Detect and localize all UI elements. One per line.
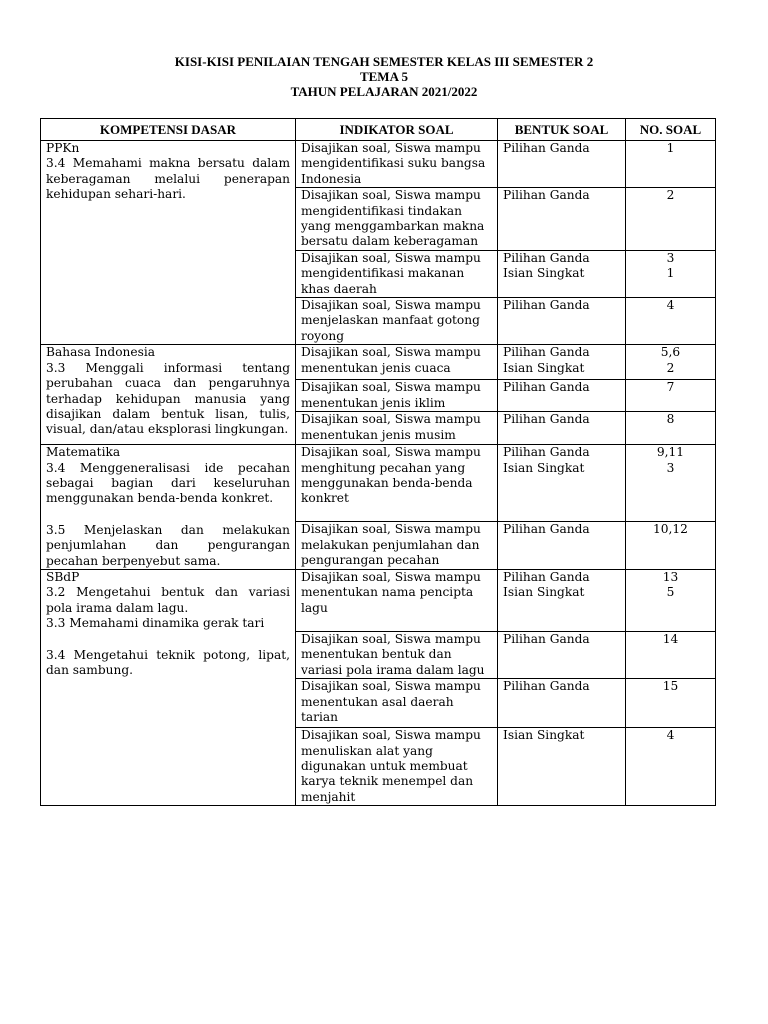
kd-spacer	[46, 632, 290, 648]
kisi-kisi-table	[40, 118, 716, 806]
no-soal-value: 2	[666, 188, 675, 203]
kd-spacer	[46, 507, 290, 523]
bentuk-cell	[498, 188, 626, 251]
title-line-3: TAHUN PELAJARAN 2021/2022	[290, 84, 478, 99]
no-soal-value: 1	[666, 266, 675, 281]
indikator-cell: Disajikan soal, Siswa mampu menentukan jenis iklim	[296, 380, 498, 412]
no-soal-value: 15	[662, 679, 679, 694]
header-indikator-soal: INDIKATOR SOAL	[296, 119, 498, 141]
no-soal-cell	[626, 380, 716, 412]
indikator-cell: Disajikan soal, Siswa mampu menjelaskan manfaat gotong royong	[296, 298, 498, 345]
header-no-soal: NO. SOAL	[626, 119, 716, 141]
no-soal-value: 10,12	[653, 522, 688, 537]
no-soal-cell	[626, 445, 716, 522]
title-line-2: TEMA 5	[359, 69, 409, 84]
no-soal-value: 9,11	[656, 445, 685, 460]
table-row	[41, 141, 716, 188]
no-soal-cell	[626, 141, 716, 188]
subject-name: Bahasa Indonesia	[46, 345, 156, 360]
indikator-cell: Disajikan soal, Siswa mampu menentukan jenis musim	[296, 412, 498, 445]
bentuk-value: Isian Singkat	[503, 728, 585, 743]
bentuk-value: Pilihan Ganda	[503, 250, 590, 265]
no-soal-cell	[626, 250, 716, 297]
indikator-cell: Disajikan soal, Siswa mampu mengidentifikasi makanan khas daerah	[296, 250, 498, 297]
header-kompetensi-dasar: KOMPETENSI DASAR	[41, 119, 296, 141]
table-row	[41, 445, 716, 522]
bentuk-cell	[498, 631, 626, 678]
bentuk-value: Pilihan Ganda	[503, 188, 590, 203]
kd-cell-ppkn	[41, 141, 296, 345]
no-soal-cell	[626, 728, 716, 806]
bentuk-value: Pilihan Ganda	[503, 522, 590, 537]
bentuk-value: Pilihan Ganda	[503, 679, 590, 694]
bentuk-cell	[498, 412, 626, 445]
subject-name: PPKn	[46, 141, 80, 155]
indikator-cell: Disajikan soal, Siswa mampu melakukan penjumlahan dan pengurangan pecahan	[296, 522, 498, 570]
no-soal-cell	[626, 412, 716, 445]
kd-text: 3.5 Menjelaskan dan melakukan penjumlahan dan pengurangan pecahan berpenyebut sama.	[46, 522, 290, 568]
indikator-cell: Disajikan soal, Siswa mampu menentukan jenis cuaca	[296, 345, 498, 380]
no-soal-cell	[626, 631, 716, 678]
bentuk-value: Isian Singkat	[503, 460, 585, 475]
bentuk-value: Pilihan Ganda	[503, 141, 590, 155]
no-soal-value: 5	[666, 585, 675, 600]
kd-text: 3.3 Memahami dinamika gerak tari	[46, 616, 265, 631]
subject-name: SBdP	[46, 569, 80, 584]
bentuk-value: Pilihan Ganda	[503, 569, 590, 584]
no-soal-value: 3	[666, 250, 675, 265]
no-soal-value: 8	[666, 412, 675, 427]
kd-text: 3.3 Menggali informasi tentang perubahan cuaca dan pengaruhnya terhadap kehidupan manusia yang disajikan dalam bentuk lisan, tulis, visual, dan/atau eksplorasi lingkungan.	[46, 360, 290, 437]
no-soal-value: 1	[666, 141, 675, 155]
bentuk-value: Isian Singkat	[503, 266, 585, 281]
no-soal-cell	[626, 188, 716, 251]
no-soal-cell	[626, 298, 716, 345]
no-soal-value: 2	[666, 360, 675, 375]
indikator-cell: Disajikan soal, Siswa mampu menentukan asal daerah tarian	[296, 679, 498, 728]
bentuk-value: Isian Singkat	[503, 360, 585, 375]
bentuk-value: Pilihan Ganda	[503, 412, 590, 427]
no-soal-value: 4	[666, 298, 675, 313]
subject-name: Matematika	[46, 445, 121, 460]
bentuk-value: Pilihan Ganda	[503, 631, 590, 646]
bentuk-cell	[498, 141, 626, 188]
bentuk-cell	[498, 522, 626, 570]
kd-text: 3.4 Menggeneralisasi ide pecahan sebagai bagian dari keseluruhan menggunakan benda-benda konkret.	[46, 460, 290, 506]
bentuk-value: Pilihan Ganda	[503, 445, 590, 460]
kd-text: 3.2 Mengetahui bentuk dan variasi pola irama dalam lagu.	[46, 585, 290, 615]
bentuk-cell	[498, 445, 626, 522]
no-soal-cell	[626, 569, 716, 631]
no-soal-cell	[626, 679, 716, 728]
kd-cell-sbdp	[41, 569, 296, 805]
bentuk-cell	[498, 679, 626, 728]
bentuk-cell	[498, 728, 626, 806]
indikator-cell: Disajikan soal, Siswa mampu mengidentifikasi tindakan yang menggambarkan makna bersatu dalam keberagaman	[296, 188, 498, 251]
no-soal-value: 5,6	[660, 345, 681, 360]
kd-cell-matematika	[41, 445, 296, 570]
no-soal-value: 14	[662, 631, 679, 646]
no-soal-value: 4	[666, 728, 675, 743]
indikator-cell: Disajikan soal, Siswa mampu mengidentifikasi suku bangsa Indonesia	[296, 141, 498, 188]
document-title	[0, 54, 768, 99]
indikator-cell: Disajikan soal, Siswa mampu menentukan nama pencipta lagu	[296, 569, 498, 631]
kd-text: 3.4 Mengetahui teknik potong, lipat, dan sambung.	[46, 647, 290, 677]
bentuk-value: Pilihan Ganda	[503, 380, 590, 395]
bentuk-cell	[498, 569, 626, 631]
bentuk-cell	[498, 250, 626, 297]
table-row	[41, 569, 716, 631]
bentuk-value: Isian Singkat	[503, 585, 585, 600]
no-soal-value: 7	[666, 380, 675, 395]
bentuk-value: Pilihan Ganda	[503, 345, 590, 360]
no-soal-cell	[626, 522, 716, 570]
indikator-cell: Disajikan soal, Siswa mampu menentukan bentuk dan variasi pola irama dalam lagu	[296, 631, 498, 678]
bentuk-cell	[498, 345, 626, 380]
indikator-cell: Disajikan soal, Siswa mampu menuliskan alat yang digunakan untuk membuat karya teknik menempel dan menjahit	[296, 728, 498, 806]
table-header-row	[41, 119, 716, 141]
title-line-1: KISI-KISI PENILAIAN TENGAH SEMESTER KELAS III SEMESTER 2	[174, 54, 594, 69]
table-row	[41, 345, 716, 380]
indikator-cell: Disajikan soal, Siswa mampu menghitung pecahan yang menggunakan benda-benda konkret	[296, 445, 498, 522]
bentuk-value: Pilihan Ganda	[503, 298, 590, 313]
kd-cell-bahasa-indonesia	[41, 345, 296, 445]
no-soal-value: 13	[662, 569, 679, 584]
kd-text: 3.4 Memahami makna bersatu dalam keberagaman melalui penerapan kehidupan sehari-hari.	[46, 156, 290, 202]
no-soal-cell	[626, 345, 716, 380]
no-soal-value: 3	[666, 460, 675, 475]
header-bentuk-soal: BENTUK SOAL	[498, 119, 626, 141]
bentuk-cell	[498, 380, 626, 412]
bentuk-cell	[498, 298, 626, 345]
